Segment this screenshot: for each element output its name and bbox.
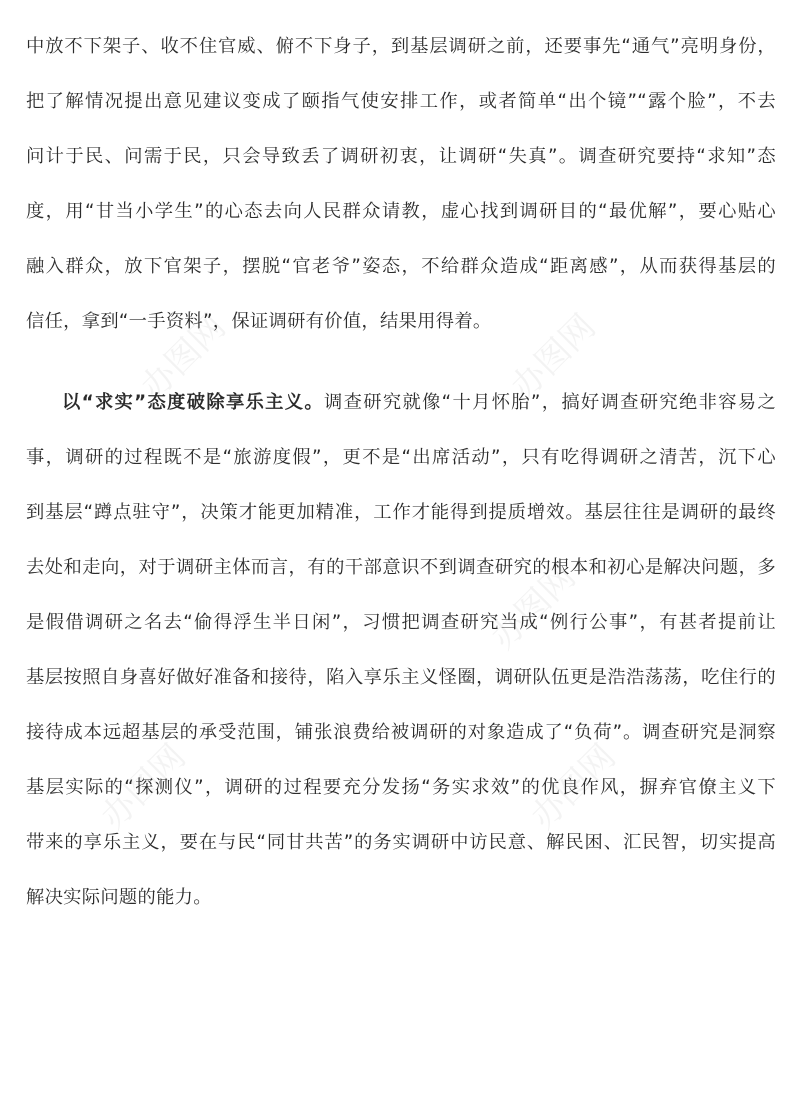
paragraph-line: 解决实际问题的能力。: [26, 887, 212, 908]
paragraph-heading: 以“求实”态度破除享乐主义。: [62, 392, 325, 413]
paragraph-line: 基层实际的“探测仪”，调研的过程要充分发扬“务实求效”的优良作风，摒弃官僚主义下: [26, 777, 776, 798]
paragraph-line: 到基层“蹲点驻守”，决策才能更加精准，工作才能得到提质增效。基层往往是调研的最终: [26, 502, 776, 523]
paragraph-first-line-text: 调查研究就像“十月怀胎”，搞好调查研究绝非容易之: [324, 392, 776, 413]
watermark: 办图网: [93, 736, 194, 838]
watermark: 办图网: [523, 736, 624, 838]
paragraph-line: 度，用“甘当小学生”的心态去向人民群众请教，虚心找到调研目的“最优解”，要心贴心: [26, 201, 776, 222]
paragraph-line: 问计于民、问需于民，只会导致丢了调研初衷，让调研“失真”。调查研究要持“求知”态: [26, 146, 776, 167]
paragraph-line: 是假借调研之名去“偷得浮生半日闲”，习惯把调查研究当成“例行公事”，有甚者提前让: [26, 612, 776, 633]
watermark: 办图网: [133, 306, 234, 408]
paragraph-line: 事，调研的过程既不是“旅游度假”，更不是“出席活动”，只有吃得调研之清苦，沉下心: [26, 447, 776, 468]
paragraph-line: 融入群众，放下官架子，摆脱“官老爷”姿态，不给群众造成“距离感”，从而获得基层的: [26, 256, 776, 277]
paragraph-line: 带来的享乐主义，要在与民“同甘共苦”的务实调研中访民意、解民困、汇民智，切实提高: [26, 832, 776, 853]
paragraph-first-line: [62, 388, 776, 418]
watermark: 办图网: [483, 556, 584, 658]
paragraph-line: 信任，拿到“一手资料”，保证调研有价值，结果用得着。: [26, 311, 492, 332]
paragraph-line: 接待成本远超基层的承受范围，铺张浪费给被调研的对象造成了“负荷”。调查研究是洞察: [26, 722, 776, 743]
watermark: 办图网: [503, 306, 604, 408]
paragraph-line: 把了解情况提出意见建议变成了颐指气使安排工作，或者简单“出个镜”“露个脸”，不去: [26, 91, 776, 112]
paragraph-line: 基层按照自身喜好做好准备和接待，陷入享乐主义怪圈，调研队伍更是浩浩荡荡，吃住行的: [26, 667, 776, 688]
paragraph-line: 中放不下架子、收不住官威、俯不下身子，到基层调研之前，还要事先“通气”亮明身份，: [26, 36, 776, 57]
paragraph-line: 去处和走向，对于调研主体而言，有的干部意识不到调查研究的根本和初心是解决问题，多: [26, 557, 776, 578]
